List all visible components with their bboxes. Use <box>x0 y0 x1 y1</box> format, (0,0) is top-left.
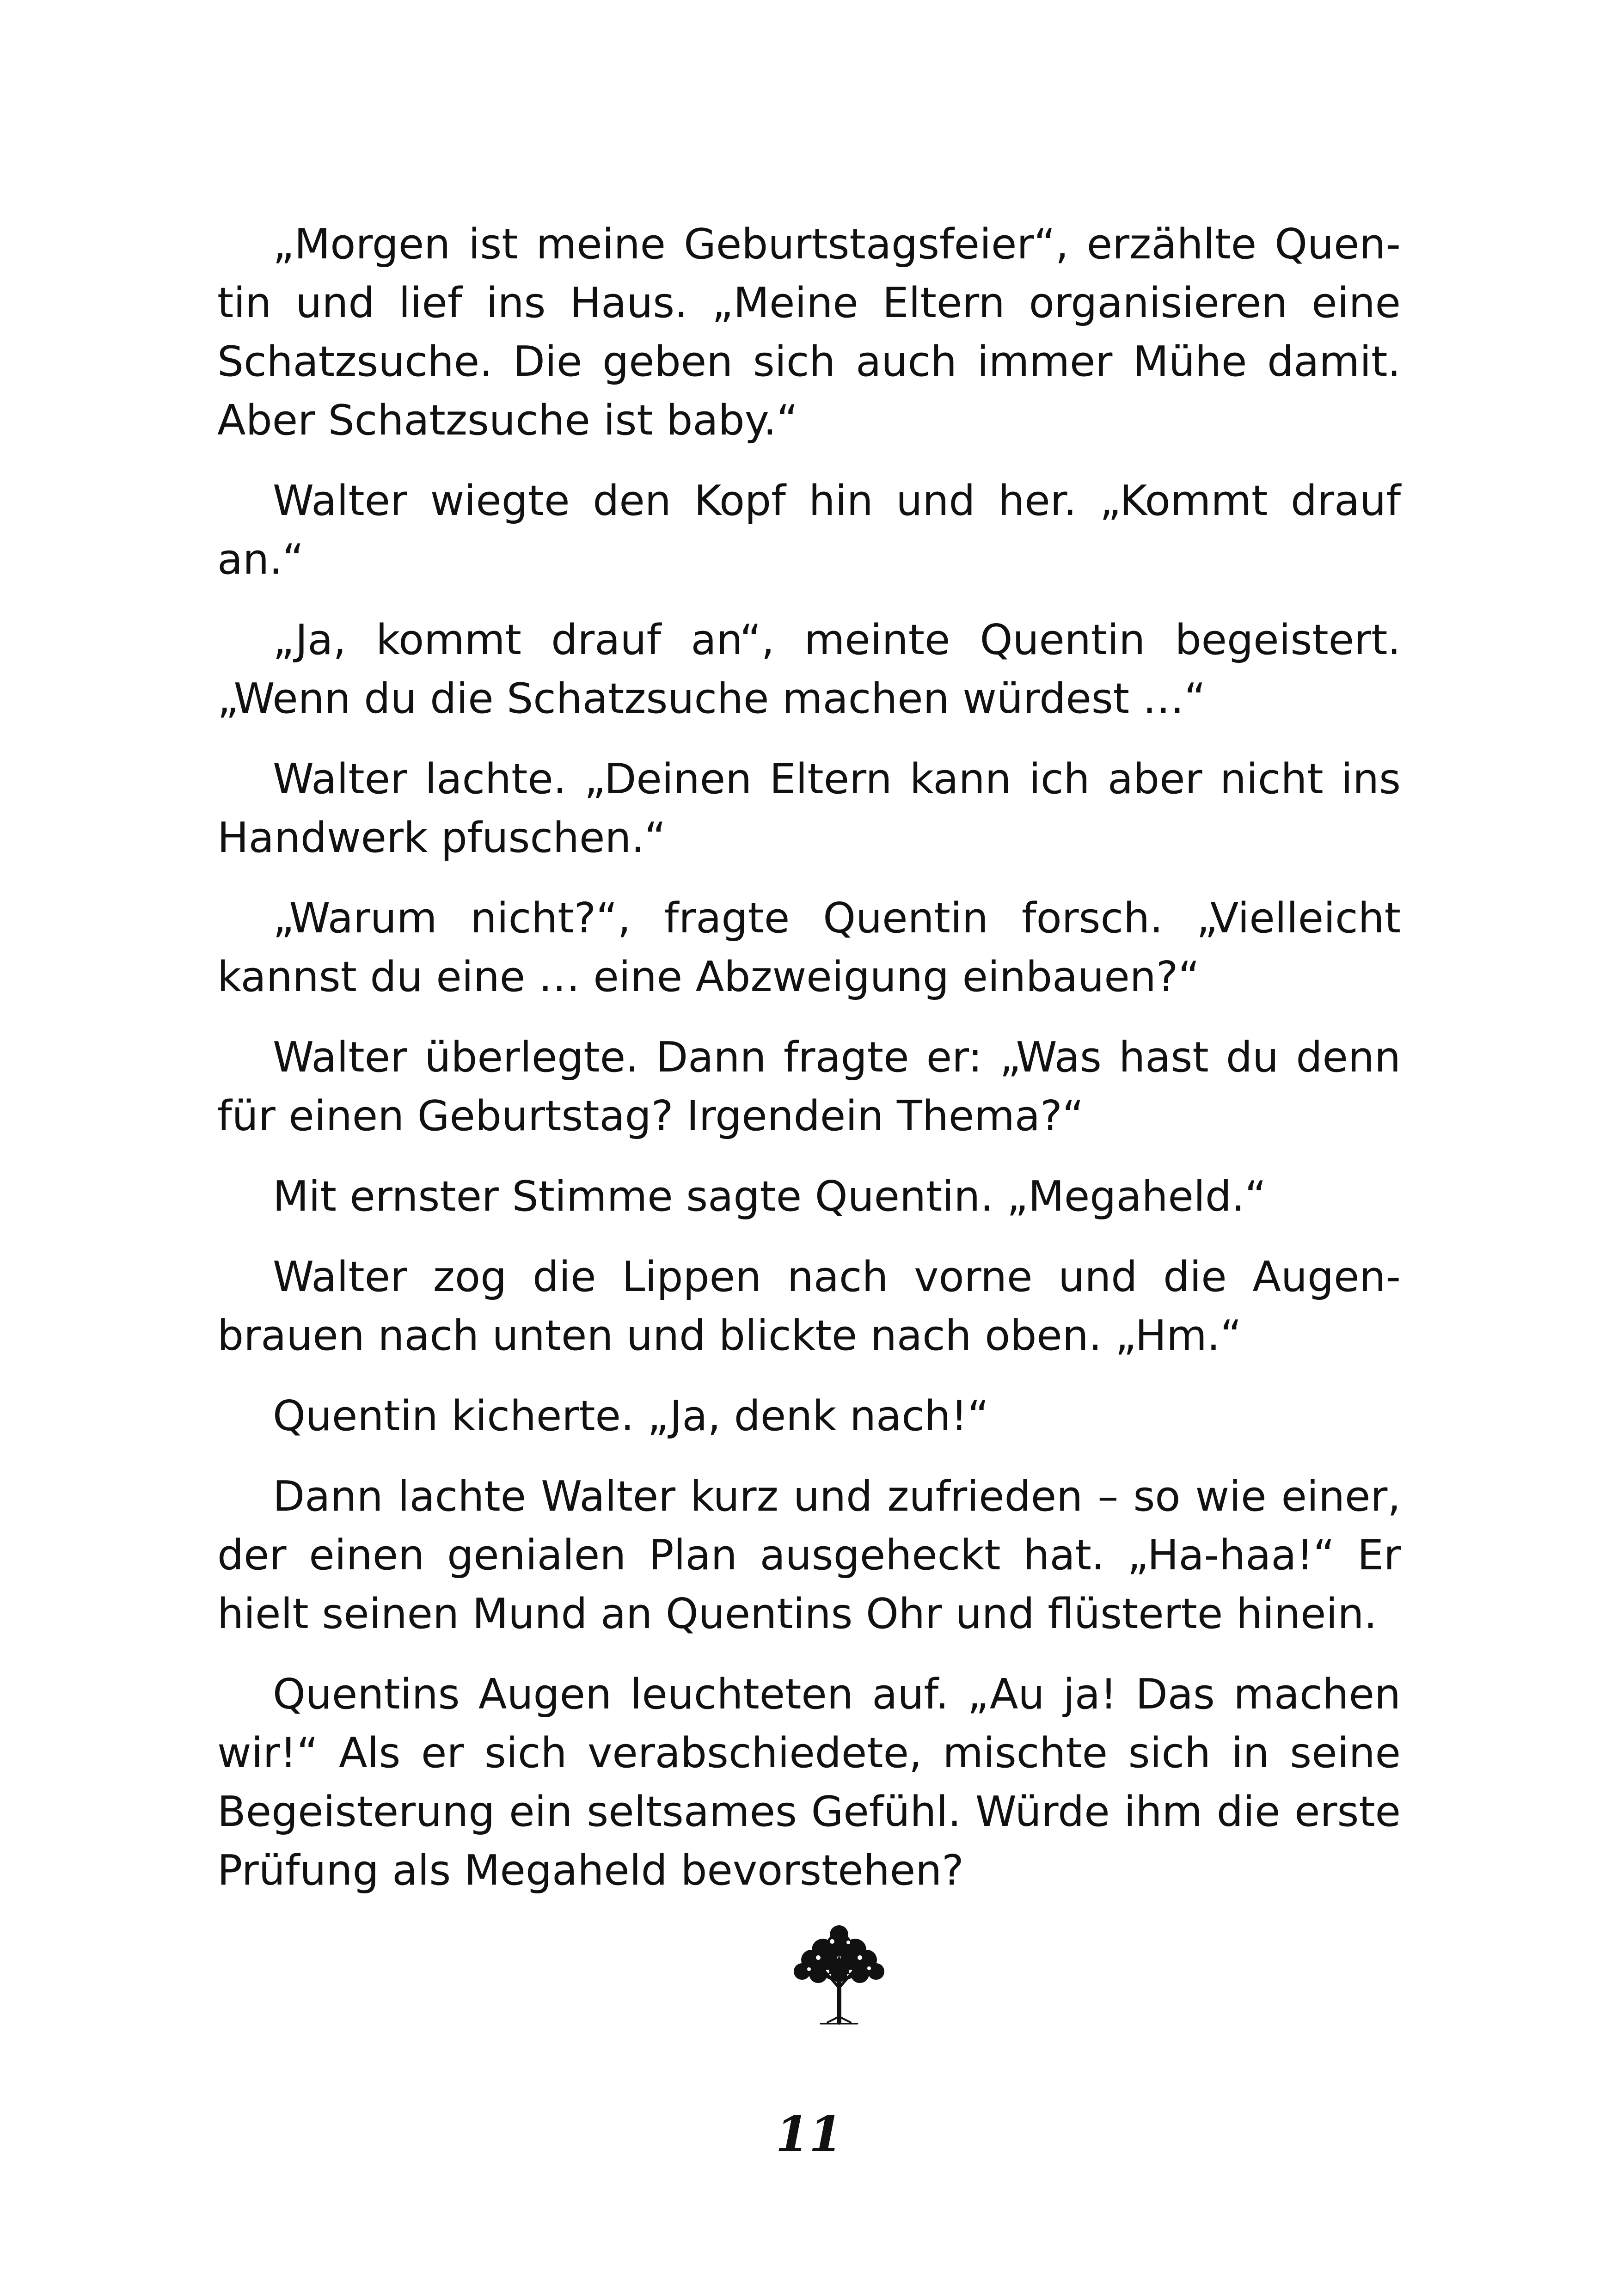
paragraph-2: Walter wiegte den Kopf hin und her. „Kommt drauf an.“ <box>217 477 1401 584</box>
paragraph-9: Quentin kicherte. „Ja, denk nach!“ <box>273 1392 989 1440</box>
tree-icon <box>781 1914 897 2029</box>
paragraph-11: Quentins Augen leuchteten auf. „Au ja! Das machen wir!“ Als er sich verabschiedete, mischte sich in seine Begeisterung ein seltsames Gefühl. Würde ihm die erste Prüfung als Megaheld bevorstehen? <box>217 1670 1401 1895</box>
paragraph-4: Walter lachte. „Deinen Eltern kann ich aber nicht ins Handwerk pfuschen.“ <box>217 755 1401 862</box>
body-text <box>217 215 1401 1922</box>
paragraph-3: „Ja, kommt drauf an“, meinte Quentin begeistert. „Wenn du die Schatzsuche machen würdest …“ <box>217 616 1401 723</box>
paragraph-8: Walter zog die Lippen nach vorne und die Augenbrauen nach unten und blickte nach oben. „Hm.“ <box>217 1253 1401 1360</box>
paragraph-10: Dann lachte Walter kurz und zufrieden – so wie einer, der einen genialen Plan ausgeheckt hat. „Ha-haa!“ Er hielt seinen Mund an Quentins Ohr und flüsterte hinein. <box>217 1472 1401 1638</box>
page-number: 11 <box>775 2106 843 2162</box>
paragraph-5: „Warum nicht?“, fragte Quentin forsch. „Vielleicht kannst du eine … eine Abzweigung einbauen?“ <box>217 894 1401 1001</box>
paragraph-6: Walter überlegte. Dann fragte er: „Was hast du denn für einen Geburtstag? Irgendein Thema?“ <box>217 1033 1401 1140</box>
paragraph-7: Mit ernster Stimme sagte Quentin. „Megaheld.“ <box>273 1172 1267 1221</box>
paragraph-1: „Morgen ist meine Geburtstagsfeier“, erzählte Quentin und lief ins Haus. „Meine Eltern organisieren eine Schatzsuche. Die geben sich auch immer Mühe damit. Aber Schatzsuche ist baby.“ <box>217 220 1401 445</box>
